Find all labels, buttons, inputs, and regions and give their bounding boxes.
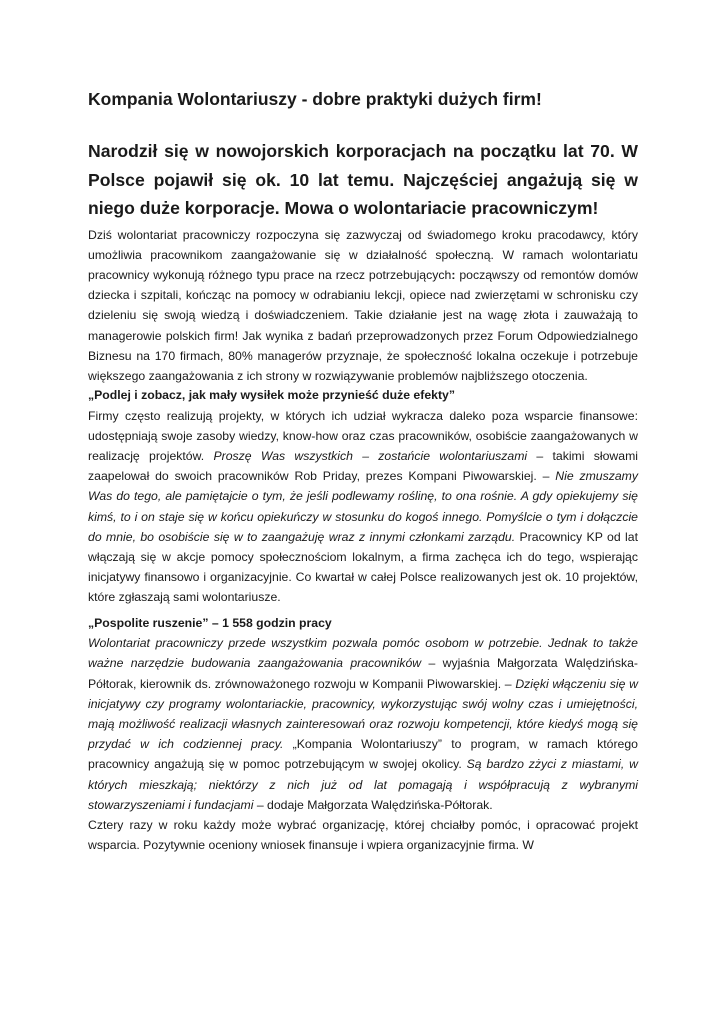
section-2-paragraph (88, 633, 638, 815)
section-heading-1: „Podlej i zobacz, jak mały wysiłek może przynieść duże efekty” (88, 388, 455, 403)
s1-text-2: – takimi słowami zaapelował do swoich pracowników Rob Priday, prezes Kompani Piwowarskiej. – (88, 449, 638, 484)
s2-quote-3: Są bardzo zżyci z miastami, w których mieszkają; niektórzy z nich już od lat pomagają i współpracują z wybranymi stowarzyszeniami i fundacjami (88, 757, 639, 812)
section-heading-2: „Pospolite ruszenie” – 1 558 godzin pracy (88, 615, 332, 630)
section-2-paragraph-2: Cztery razy w roku każdy może wybrać organizację, której chciałby pomóc, i opracować projekt wsparcia. Pozytywnie oceniony wniosek finansuje i wpiera organizacyjnie firma. W (88, 817, 638, 853)
lead-paragraph: Narodził się w nowojorskich korporacjach na początku lat 70. W Polsce pojawił się ok. 10 lat temu. Najczęściej angażują się w niego duże korporacje. Mowa o wolontariacie pracowniczym! (88, 141, 638, 218)
s2-text-3: – dodaje Małgorzata Walędzińska-Półtorak. (253, 797, 493, 812)
section-1-paragraph (88, 406, 638, 608)
intro-text-a: Dziś wolontariat pracowniczy rozpoczyna się zazwyczaj od świadomego kroku pracodawcy, który umożliwia pracownikom zaangażowanie się w działalność społeczną. W ramach wolontariatu pracownicy wykonują różnego typu prace na rzecz potrzebujących (88, 227, 638, 282)
document-page (88, 88, 638, 855)
s2-quote-1: Wolontariat pracowniczy przede wszystkim pozwala pomóc osobom w potrzebie. Jednak to także ważne narzędzie budowania zaangażowania pracowników (88, 636, 638, 671)
s2-text-1: – wyjaśnia Małgorzata Walędzińska-Półtorak, kierownik ds. zrównoważonego rozwoju w Kompanii Piwowarskiej. – (88, 656, 639, 691)
s1-quote-2: Nie zmuszamy Was do tego, ale pamiętajcie o tym, że jeśli podlewamy roślinę, to ona rośnie. A gdy opiekujemy się kimś, to i on staje się w końcu opiekuńczy w stosunku do kogoś innego. Pomyślcie o tym i dołączcie do mnie, bo osobiście się w to zaangażuję wraz z innymi członkami zarządu. (88, 469, 638, 544)
intro-paragraph (88, 225, 638, 387)
s1-text-3: Pracownicy KP od lat włączają się w akcje pomocy społecznościom lokalnym, a firma zachęca ich do tego, wspierając inicjatywy finansowo i organizacyjnie. Co kwartał w całej Polsce realizowanych jest ok. 10 projektów, które zgłaszają sami wolontariusze. (88, 529, 638, 605)
s1-quote-1: Proszę Was wszystkich – zostańcie wolontariuszami (213, 449, 528, 464)
s2-text-2: „Kompania Wolontariuszy” to program, w ramach którego pracownicy angażują się w pomoc potrzebującym w swojej okolicy. (88, 737, 638, 772)
intro-text-b: począwszy od remontów domów dziecka i szpitali, kończąc na pomocy w odrabianiu lekcji, opiece nad zwierzętami w schronisku czy dzieleniu się swoją wiedzą i doświadczeniem. Takie działanie jest na wagę złota i zauważają to managerowie polskich firm! Jak wynika z badań przeprowadzonych przez Forum Odpowiedzialnego Biznesu na 170 firmach, 80% managerów przyznaje, że społeczność lokalna oczekuje i potrzebuje większego zaangażowania z ich strony w rozwiązywanie problemów najbliższego otoczenia. (88, 267, 638, 383)
s2-quote-2: Dzięki włączeniu się w inicjatywy czy programy wolontariackie, pracownicy, wykorzystując swój wolny czas i umiejętności, mają możliwość realizacji własnych zainteresowań oraz rozwoju kompetencji, które kiedyś mogą się przydać w ich codziennej pracy. (88, 676, 638, 752)
document-title: Kompania Wolontariuszy - dobre praktyki dużych firm! (88, 89, 542, 109)
s1-text-1: Firmy często realizują projekty, w których ich udział wykracza daleko poza wsparcie finansowe: udostępniają swoje zasoby wiedzy, know-how oraz czas pracowników, osobiście zaangażowanych w realizację projektów. (88, 408, 638, 464)
intro-colon: : (451, 267, 456, 282)
